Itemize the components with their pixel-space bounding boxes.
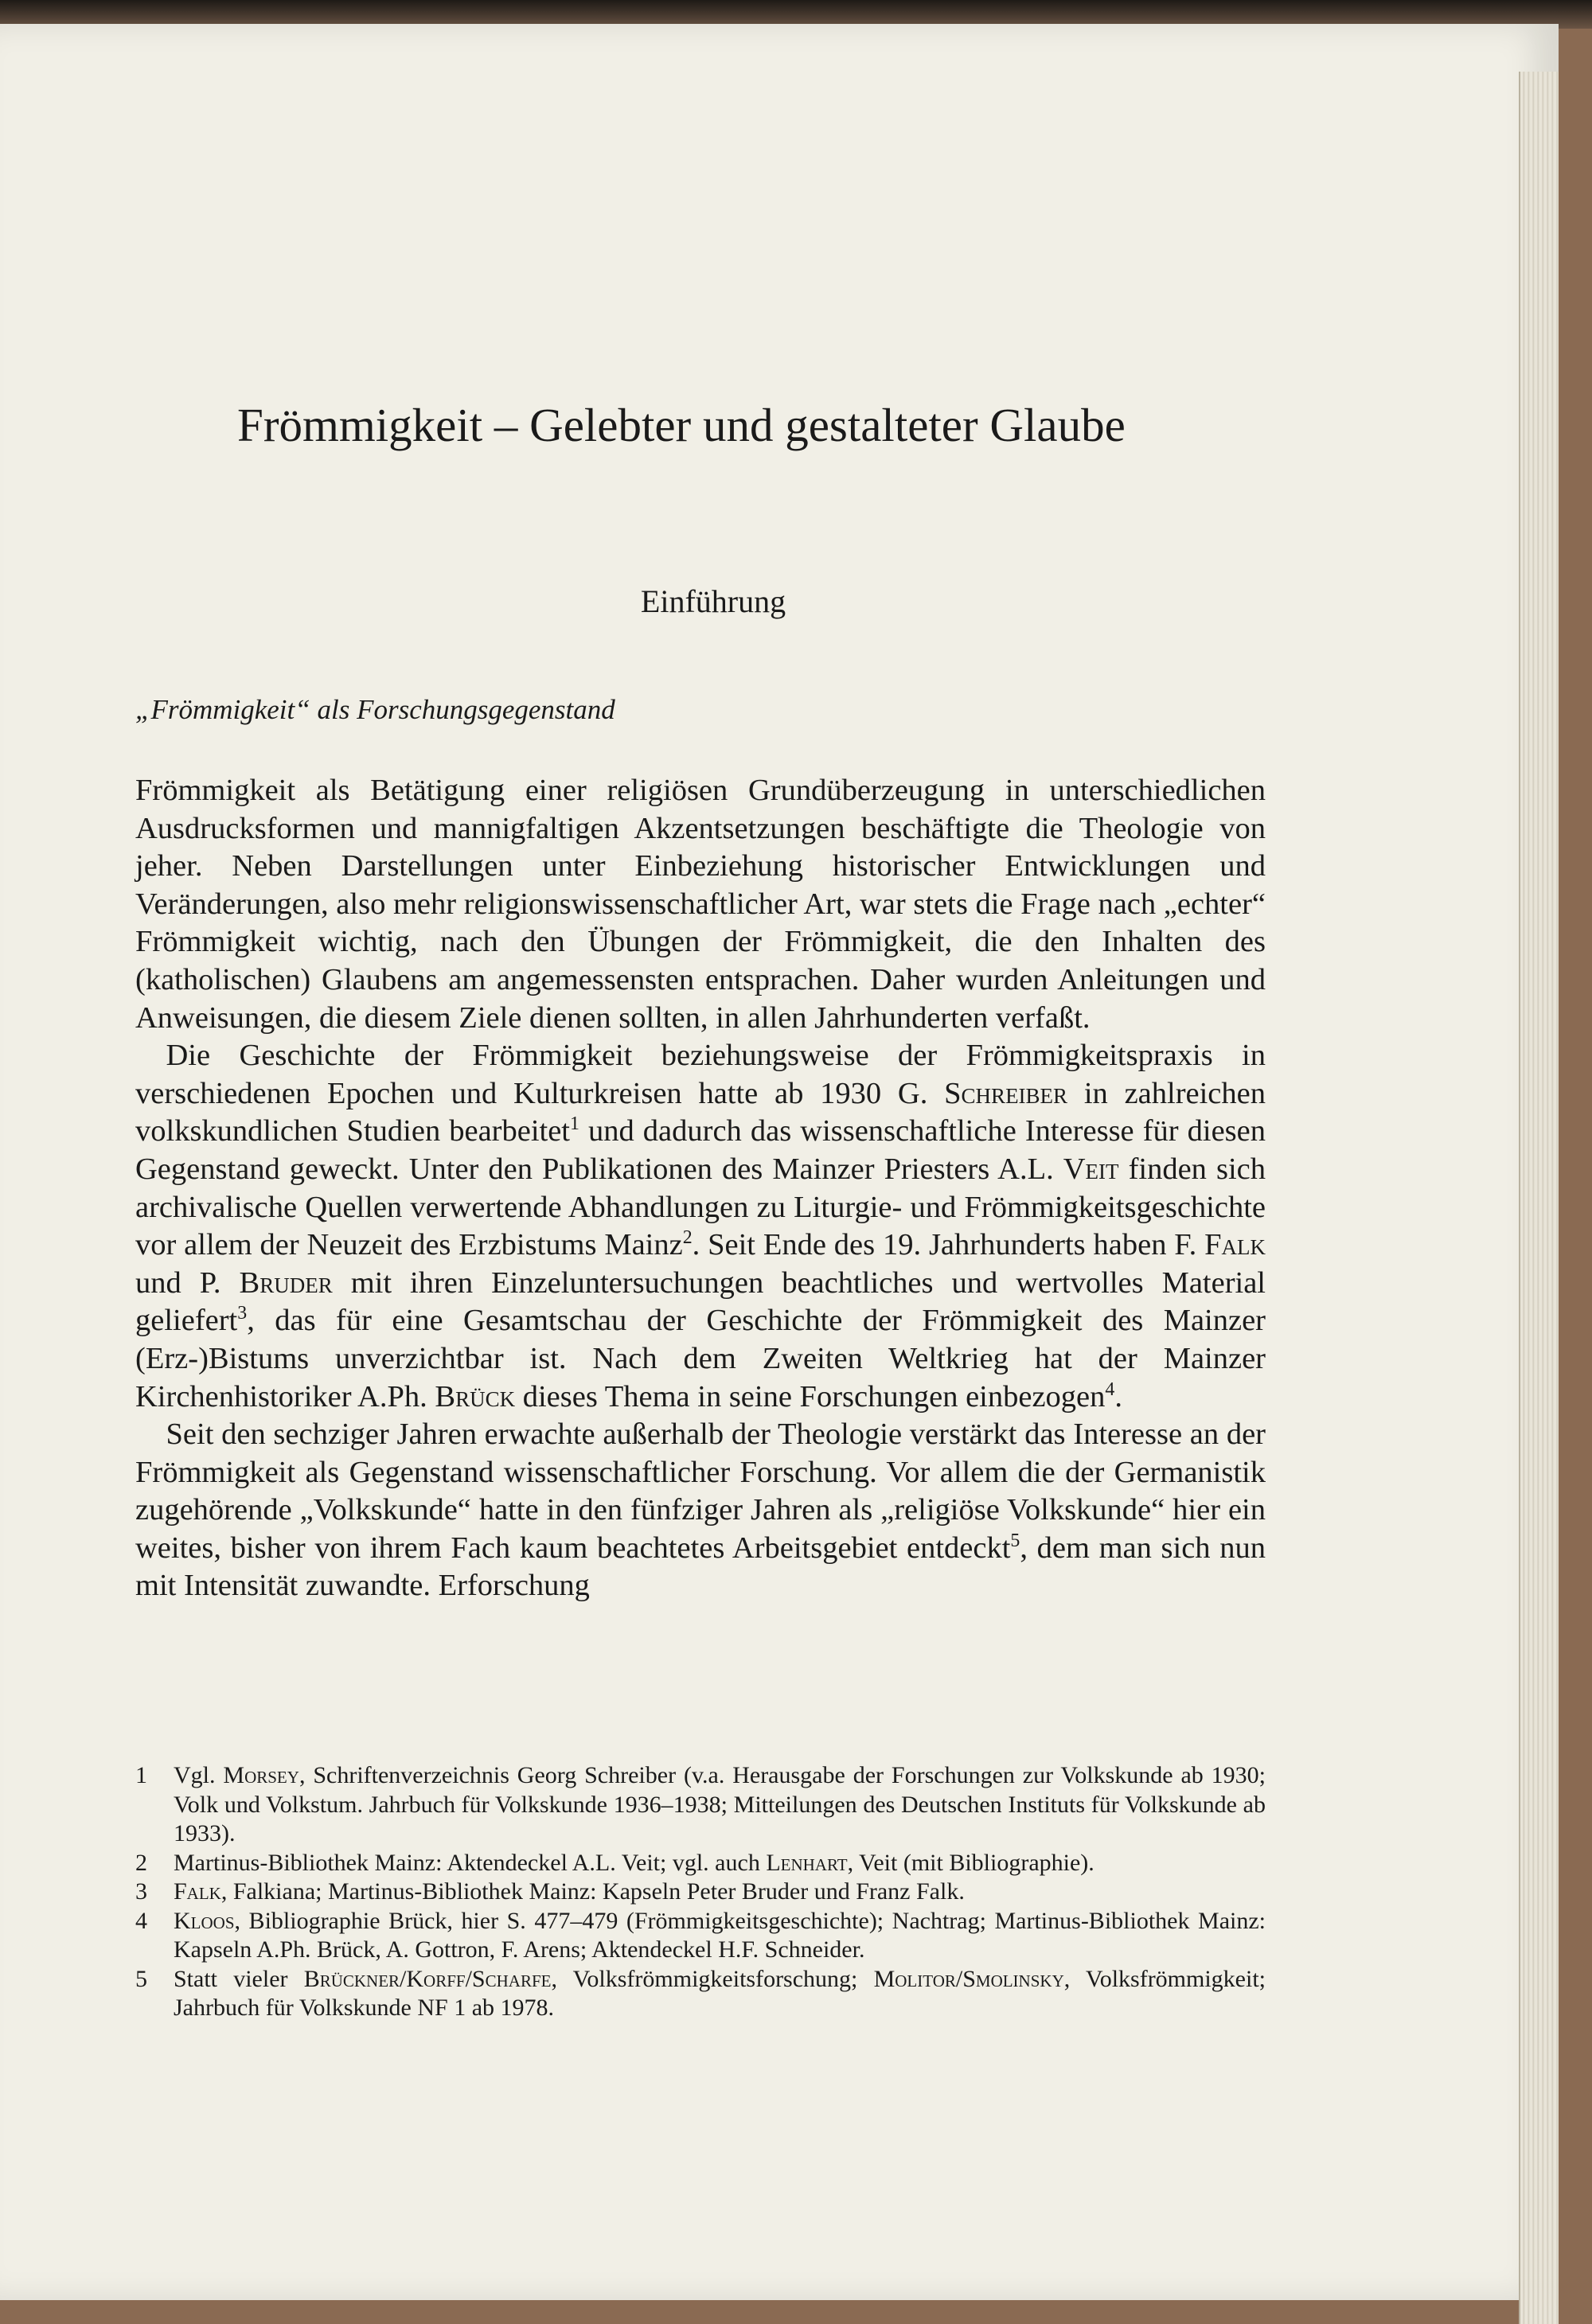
- text-run: , das für eine Gesamtschau der Geschichte der Frömmigkeit des Mainzer (Erz-)Bistums unverzichtbar ist. Nach dem Zweiten Weltkrieg hat der Mainzer Kirchenhistoriker A.Ph.: [135, 1304, 1266, 1414]
- text-run: , dem man sich nun mit Intensität zuwandte. Erforschung: [135, 1530, 1266, 1603]
- footnote-2: [135, 1849, 1266, 1878]
- text-run: , Falkiana; Martinus-Bibliothek Mainz: Kapseln Peter Bruder und Franz Falk.: [220, 1878, 965, 1905]
- chapter-subtitle: Einführung: [640, 583, 786, 619]
- paragraph-1: Frömmigkeit als Betätigung einer religiösen Grundüberzeugung in unterschiedlichen Ausdrucksformen und mannigfaltigen Akzentsetzungen beschäftigte die Theologie von jeher. Neben Darstellungen unter Einbeziehung historischer Entwicklungen und Veränderungen, also mehr religionswissenschaftlicher Art, war stets die Frage nach „echter“ Frömmigkeit wichtig, nach den Übungen der Frömmigkeit, die den Inhalten des (katholischen) Glaubens am angemessensten entsprachen. Daher wurden Anleitungen und Anweisungen, die diesem Ziele dienen sollten, in allen Jahrhunderten verfaßt.: [135, 774, 1266, 1035]
- footnote-ref: 4: [1105, 1378, 1115, 1400]
- chapter-title: Frömmigkeit – Gelebter und gestalteter Glaube: [237, 399, 1126, 451]
- book-page: [0, 24, 1559, 2300]
- footnote-ref: 1: [570, 1113, 579, 1135]
- author-name: Falk: [174, 1878, 221, 1905]
- author-name: Lenhart: [766, 1849, 848, 1876]
- text-run: Die Geschichte der Frömmigkeit beziehungsweise der Frömmigkeitspraxis in verschiedenen Epochen und Kulturkreisen hatte ab 1930 G.: [135, 1039, 1266, 1110]
- body-text: [135, 772, 1266, 1605]
- text-run: .: [1114, 1379, 1122, 1414]
- footnotes: [135, 1761, 1266, 2023]
- footnote-number: 2: [135, 1849, 147, 1876]
- text-run: Vgl.: [174, 1762, 224, 1788]
- footnote-5: [135, 1965, 1266, 2023]
- paragraph-3: [135, 1416, 1266, 1605]
- text-run: in zahlreichen volkskundlichen Studien bearbeitet: [135, 1076, 1266, 1148]
- author-name: Veit: [1063, 1152, 1119, 1186]
- author-name: Kloos: [174, 1907, 235, 1934]
- section-heading: „Frömmigkeit“ als Forschungsgegenstand: [135, 694, 615, 725]
- text-run: , Bibliographie Brück, hier S. 477–479 (Frömmigkeitsgeschichte); Nachtrag; Martinus-Bibliothek Mainz: Kapseln A.Ph. Brück, A. Gottron, F. Arens; Aktendeckel H.F. Schneider.: [174, 1907, 1266, 1963]
- paragraph-2: [135, 1037, 1266, 1416]
- text-run: Martinus-Bibliothek Mainz: Aktendeckel A.L. Veit; vgl. auch: [174, 1849, 767, 1876]
- author-name: Morsey: [223, 1762, 299, 1788]
- author-name: Falk: [1204, 1228, 1266, 1262]
- page-stack-edge: [1519, 72, 1559, 2324]
- author-name: Molitor/Smolinsky: [873, 1965, 1064, 1992]
- footnote-1: [135, 1761, 1266, 1849]
- footnote-number: 3: [135, 1878, 147, 1905]
- text-run: , Volksfrömmigkeit; Jahrbuch für Volkskunde NF 1 ab 1978.: [174, 1965, 1266, 2021]
- text-run: und P.: [135, 1265, 240, 1300]
- text-run: Seit den sechziger Jahren erwachte außerhalb der Theologie verstärkt das Interesse an der Frömmigkeit als Gegenstand wissenschaftlicher Forschung. Vor allem die der Germanistik zugehörende „Volkskunde“ hatte in den fünfziger Jahren als „religiöse Volkskunde“ hier ein weites, bisher von ihrem Fach kaum beachtetes Arbeitsgebiet entdeckt: [135, 1417, 1266, 1565]
- author-name: Brück: [435, 1379, 516, 1414]
- author-name: Schreiber: [944, 1076, 1068, 1110]
- footnote-4: [135, 1907, 1266, 1965]
- footnote-ref: 2: [682, 1227, 693, 1249]
- text-run: und dadurch das wissenschaftliche Interesse für diesen Gegenstand geweckt. Unter den Publikationen des Mainzer Priesters A.L.: [135, 1114, 1266, 1186]
- author-name: Bruder: [239, 1265, 333, 1300]
- author-name: Brückner/Korff/Scharfe: [303, 1965, 552, 1992]
- footnote-3: [135, 1878, 1266, 1907]
- footnote-number: 5: [135, 1965, 147, 1992]
- text-run: . Seit Ende des 19. Jahrhunderts haben F.: [692, 1228, 1205, 1262]
- footnote-ref: 5: [1010, 1530, 1020, 1552]
- footnote-number: 4: [135, 1907, 147, 1934]
- text-run: finden sich archivalische Quellen verwertende Abhandlungen zu Liturgie- und Frömmigkeitsgeschichte vor allem der Neuzeit des Erzbistums Mainz: [135, 1152, 1266, 1262]
- footnote-number: 1: [135, 1762, 147, 1788]
- text-run: , Veit (mit Bibliographie).: [847, 1849, 1094, 1876]
- text-run: , Volksfrömmigkeitsforschung;: [551, 1965, 874, 1992]
- text-run: Statt vieler: [174, 1965, 304, 1992]
- text-run: , Schriftenverzeichnis Georg Schreiber (v.a. Herausgabe der Forschungen zur Volkskunde ab 1930; Volk und Volkstum. Jahrbuch für Volkskunde 1936–1938; Mitteilungen des Deutschen Instituts für Volkskunde ab 1933).: [174, 1762, 1266, 1846]
- text-run: mit ihren Einzeluntersuchungen beachtliches und wertvolles Material geliefert: [135, 1265, 1266, 1338]
- footnote-ref: 3: [237, 1303, 248, 1324]
- text-run: dieses Thema in seine Forschungen einbezogen: [515, 1379, 1106, 1414]
